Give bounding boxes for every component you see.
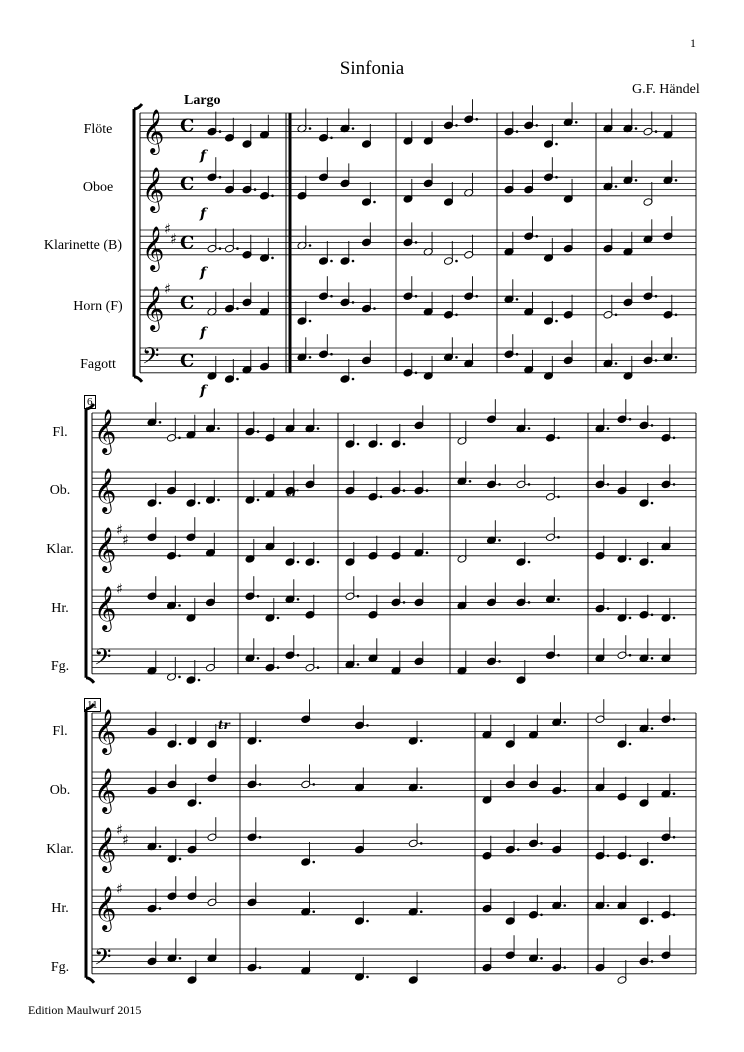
augmentation-dot — [330, 260, 333, 263]
augmentation-dot — [236, 307, 239, 310]
augmentation-dot — [557, 598, 560, 601]
instrument-label-hr-2: Hr. — [51, 601, 69, 616]
augmentation-dot — [366, 920, 369, 923]
trill-mark: tr — [286, 485, 298, 499]
treble-clef-icon: 𝄞 — [94, 708, 117, 753]
treble-clef-icon: 𝄞 — [94, 826, 117, 871]
augmentation-dot — [380, 443, 383, 446]
augmentation-dot — [217, 499, 220, 502]
augmentation-dot — [426, 489, 429, 492]
augmentation-dot — [607, 855, 610, 858]
augmentation-dot — [673, 483, 676, 486]
augmentation-dot — [655, 130, 658, 133]
composer-name: G.F. Händel — [632, 82, 700, 97]
augmentation-dot — [352, 378, 355, 381]
augmentation-dot — [563, 966, 566, 969]
augmentation-dot — [475, 118, 478, 121]
augmentation-dot — [651, 727, 654, 730]
augmentation-dot — [179, 743, 182, 746]
page-title: Sinfonia — [339, 58, 405, 79]
augmentation-dot — [651, 502, 654, 505]
dynamic-forte: f — [200, 264, 207, 281]
instrument-label-horn: Horn (F) — [73, 299, 123, 314]
augmentation-dot — [651, 960, 654, 963]
augmentation-dot — [455, 124, 458, 127]
instrument-label-fl-3: Fl. — [52, 724, 68, 739]
augmentation-dot — [312, 910, 315, 913]
treble-clef-icon: 𝄞 — [142, 166, 165, 211]
instrument-label-clarinet: Klarinette (B) — [43, 238, 123, 253]
treble-clef-icon: 𝄞 — [142, 285, 165, 330]
augmentation-dot — [635, 127, 638, 130]
augmentation-dot — [352, 260, 355, 263]
instrument-label-klar-2: Klar. — [46, 542, 74, 557]
augmentation-dot — [357, 443, 360, 446]
augmentation-dot — [535, 235, 538, 238]
augmentation-dot — [198, 679, 201, 682]
augmentation-dot — [498, 539, 501, 542]
treble-clef-icon: 𝄞 — [94, 467, 117, 512]
augmentation-dot — [673, 437, 676, 440]
time-signature: C — [180, 115, 195, 137]
augmentation-dot — [217, 427, 220, 430]
dynamic-forte: f — [200, 324, 207, 341]
augmentation-dot — [615, 185, 618, 188]
instrument-label-ob-2: Ob. — [49, 483, 71, 498]
treble-clef-icon: 𝄞 — [94, 585, 117, 630]
sharp-icon: ♯ — [122, 832, 129, 849]
augmentation-dot — [475, 295, 478, 298]
augmentation-dot — [557, 654, 560, 657]
sharp-icon: ♯ — [122, 532, 129, 549]
augmentation-dot — [199, 802, 202, 805]
instrument-label-hr-3: Hr. — [51, 901, 69, 916]
augmentation-dot — [309, 356, 312, 359]
augmentation-dot — [629, 654, 632, 657]
time-signature: C — [180, 173, 195, 195]
augmentation-dot — [516, 298, 519, 301]
augmentation-dot — [357, 595, 360, 598]
augmentation-dot — [563, 789, 566, 792]
augmentation-dot — [277, 666, 280, 669]
augmentation-dot — [607, 607, 610, 610]
augmentation-dot — [420, 842, 423, 845]
treble-clef-icon: 𝄞 — [94, 767, 117, 812]
augmentation-dot — [528, 561, 531, 564]
augmentation-dot — [629, 855, 632, 858]
augmentation-dot — [415, 241, 418, 244]
augmentation-dot — [159, 845, 162, 848]
augmentation-dot — [675, 356, 678, 359]
augmentation-dot — [309, 127, 312, 130]
augmentation-dot — [673, 617, 676, 620]
augmentation-dot — [330, 137, 333, 140]
augmentation-dot — [317, 666, 320, 669]
augmentation-dot — [352, 127, 355, 130]
treble-clef-icon: 𝄞 — [94, 408, 117, 453]
sharp-icon: ♯ — [116, 881, 123, 898]
dynamic-forte: f — [200, 205, 207, 222]
instrument-label-ob-3: Ob. — [49, 783, 71, 798]
treble-clef-icon: 𝄞 — [142, 108, 165, 153]
augmentation-dot — [563, 721, 566, 724]
augmentation-dot — [528, 483, 531, 486]
augmentation-dot — [403, 489, 406, 492]
augmentation-dot — [607, 483, 610, 486]
augmentation-dot — [455, 314, 458, 317]
augmentation-dot — [297, 598, 300, 601]
augmentation-dot — [455, 260, 458, 263]
augmentation-dot — [498, 660, 501, 663]
augmentation-dot — [655, 359, 658, 362]
augmentation-dot — [297, 654, 300, 657]
augmentation-dot — [357, 663, 360, 666]
augmentation-dot — [651, 614, 654, 617]
augmentation-dot — [651, 920, 654, 923]
augmentation-dot — [259, 836, 262, 839]
augmentation-dot — [178, 676, 181, 679]
augmentation-dot — [673, 836, 676, 839]
augmentation-dot — [651, 424, 654, 427]
augmentation-dot — [615, 314, 618, 317]
augmentation-dot — [607, 904, 610, 907]
augmentation-dot — [557, 496, 560, 499]
augmentation-dot — [271, 195, 274, 198]
augmentation-dot — [651, 861, 654, 864]
augmentation-dot — [312, 783, 315, 786]
augmentation-dot — [219, 176, 222, 179]
augmentation-dot — [528, 427, 531, 430]
augmentation-dot — [516, 353, 519, 356]
instrument-label-bassoon: Fagott — [80, 357, 116, 372]
augmentation-dot — [352, 301, 355, 304]
augmentation-dot — [257, 430, 260, 433]
augmentation-dot — [575, 121, 578, 124]
bass-clef-icon: 𝄢 — [94, 644, 112, 676]
augmentation-dot — [257, 657, 260, 660]
augmentation-dot — [178, 437, 181, 440]
augmentation-dot — [555, 176, 558, 179]
sharp-icon: ♯ — [164, 281, 171, 298]
augmentation-dot — [257, 499, 260, 502]
augmentation-dot — [198, 502, 201, 505]
augmentation-dot — [675, 314, 678, 317]
treble-clef-icon: 𝄞 — [142, 225, 165, 270]
bar-number-11: 11 — [84, 698, 101, 712]
augmentation-dot — [498, 483, 501, 486]
augmentation-dot — [540, 914, 543, 917]
augmentation-dot — [517, 848, 520, 851]
augmentation-dot — [673, 914, 676, 917]
treble-clef-icon: 𝄞 — [94, 885, 117, 930]
augmentation-dot — [178, 604, 181, 607]
augmentation-dot — [415, 295, 418, 298]
augmentation-dot — [426, 551, 429, 554]
augmentation-dot — [259, 740, 262, 743]
augmentation-dot — [373, 307, 376, 310]
augmentation-dot — [317, 561, 320, 564]
augmentation-dot — [673, 792, 676, 795]
augmentation-dot — [516, 130, 519, 133]
augmentation-dot — [403, 601, 406, 604]
augmentation-dot — [651, 657, 654, 660]
augmentation-dot — [259, 783, 262, 786]
augmentation-dot — [271, 257, 274, 260]
augmentation-dot — [380, 496, 383, 499]
instrument-label-fg-2: Fg. — [50, 659, 70, 674]
page-number: 1 — [690, 36, 696, 50]
augmentation-dot — [179, 957, 182, 960]
augmentation-dot — [615, 362, 618, 365]
augmentation-dot — [297, 561, 300, 564]
augmentation-dot — [629, 743, 632, 746]
time-signature: C — [180, 292, 195, 314]
augmentation-dot — [366, 724, 369, 727]
edition-footer: Edition Maulwurf 2015 — [28, 1003, 142, 1017]
augmentation-dot — [330, 353, 333, 356]
bass-clef-icon: 𝄢 — [142, 343, 160, 375]
instrument-label-oboe: Oboe — [82, 180, 114, 195]
augmentation-dot — [403, 443, 406, 446]
instrument-label-flute: Flöte — [83, 122, 113, 137]
time-signature: C — [180, 232, 195, 254]
augmentation-dot — [366, 976, 369, 979]
augmentation-dot — [373, 201, 376, 204]
augmentation-dot — [254, 188, 257, 191]
augmentation-dot — [330, 295, 333, 298]
augmentation-dot — [455, 356, 458, 359]
augmentation-dot — [159, 502, 162, 505]
augmentation-dot — [675, 179, 678, 182]
dynamic-forte: f — [200, 147, 207, 164]
augmentation-dot — [420, 740, 423, 743]
augmentation-dot — [563, 904, 566, 907]
dynamic-forte: f — [200, 382, 207, 399]
augmentation-dot — [236, 378, 239, 381]
augmentation-dot — [629, 558, 632, 561]
instrument-label-klar-3: Klar. — [46, 842, 74, 857]
augmentation-dot — [159, 907, 162, 910]
augmentation-dot — [651, 561, 654, 564]
bass-clef-icon: 𝄢 — [94, 944, 112, 976]
treble-clef-icon: 𝄞 — [94, 526, 117, 571]
augmentation-dot — [540, 957, 543, 960]
augmentation-dot — [309, 320, 312, 323]
augmentation-dot — [607, 427, 610, 430]
augmentation-dot — [219, 247, 222, 250]
augmentation-dot — [259, 966, 262, 969]
augmentation-dot — [236, 247, 239, 250]
augmentation-dot — [469, 480, 472, 483]
augmentation-dot — [635, 179, 638, 182]
sharp-icon: ♯ — [116, 522, 123, 539]
augmentation-dot — [178, 555, 181, 558]
augmentation-dot — [540, 842, 543, 845]
augmentation-dot — [277, 617, 280, 620]
time-signature: C — [180, 350, 195, 372]
augmentation-dot — [535, 124, 538, 127]
instrument-label-fl-2: Fl. — [52, 425, 68, 440]
augmentation-dot — [555, 320, 558, 323]
augmentation-dot — [257, 595, 260, 598]
augmentation-dot — [420, 786, 423, 789]
augmentation-dot — [159, 421, 162, 424]
sharp-icon: ♯ — [116, 822, 123, 839]
augmentation-dot — [629, 617, 632, 620]
system-bracket — [134, 104, 142, 382]
instrument-label-fg-3: Fg. — [50, 960, 70, 975]
augmentation-dot — [629, 418, 632, 421]
trill-mark: tr — [218, 718, 230, 732]
augmentation-dot — [179, 858, 182, 861]
augmentation-dot — [415, 372, 418, 375]
sharp-icon: ♯ — [116, 581, 123, 598]
sharp-icon: ♯ — [164, 221, 171, 238]
augmentation-dot — [317, 427, 320, 430]
sharp-icon: ♯ — [170, 231, 177, 248]
augmentation-dot — [309, 244, 312, 247]
augmentation-dot — [655, 295, 658, 298]
augmentation-dot — [420, 910, 423, 913]
augmentation-dot — [557, 536, 560, 539]
tempo-marking: Largo — [184, 93, 221, 108]
augmentation-dot — [673, 718, 676, 721]
augmentation-dot — [219, 130, 222, 133]
augmentation-dot — [557, 437, 560, 440]
augmentation-dot — [555, 143, 558, 146]
augmentation-dot — [528, 601, 531, 604]
bar-number-6: 6 — [84, 395, 96, 409]
augmentation-dot — [312, 861, 315, 864]
